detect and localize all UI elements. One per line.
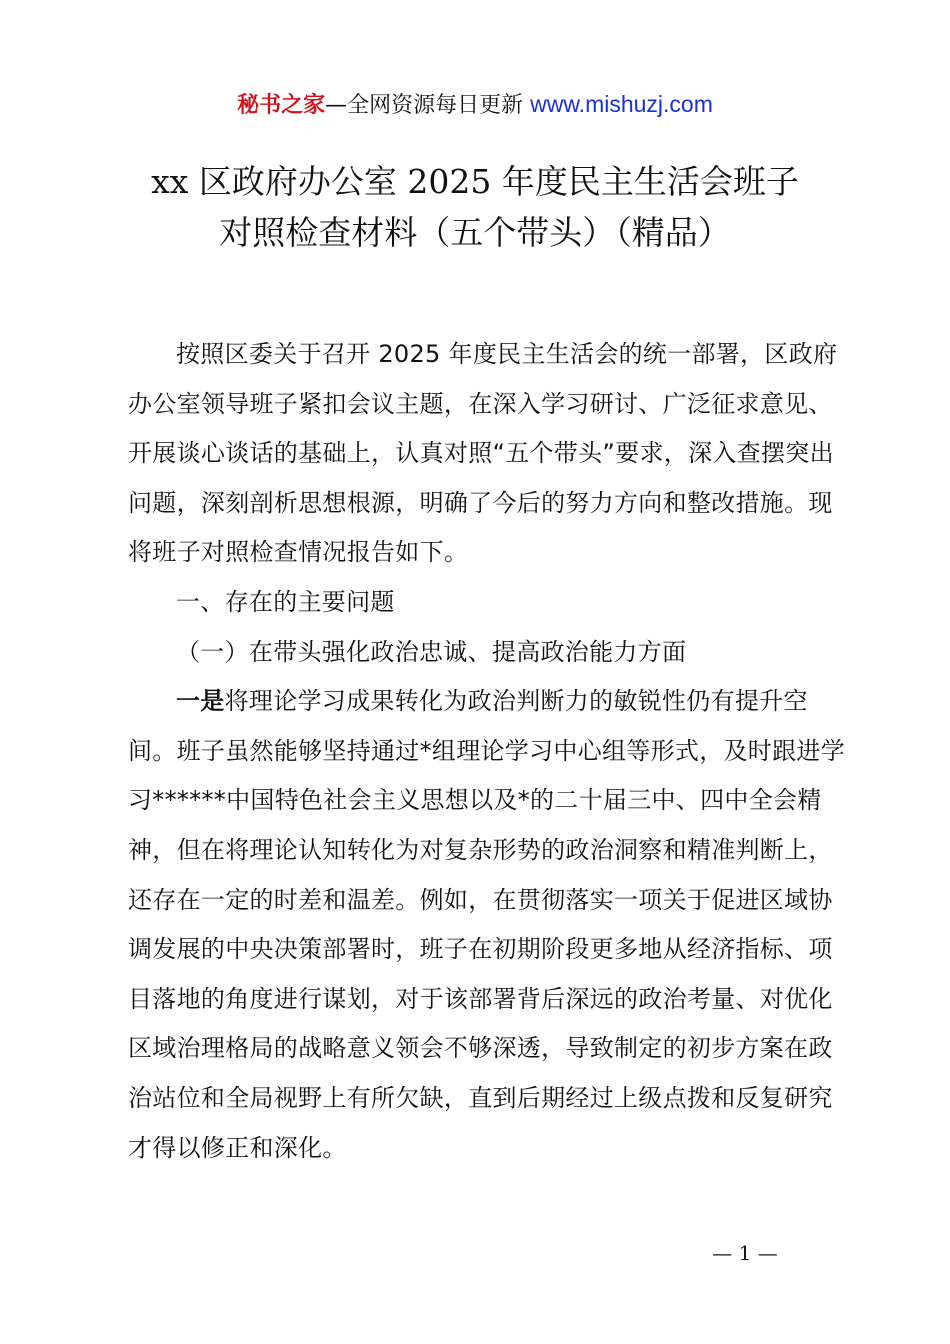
- point-text: 将理论学习成果转化为政治判断力的敏锐性仍有提升空间。班子虽然能够坚持通过*组理论学习中心组等形式，及时跟进学习******中国特色社会主义思想以及*的二十届三中、四中全会精神，但在将理论认知转化为对复杂形势的政治洞察和精准判断上，还存在一定的时差和温差。例如，在贯彻落实一项关于促进区域协调发展的中央决策部署时，班子在初期阶段更多地从经济指标、项目落地的角度进行谋划，对于该部署背后深远的政治考量、对优化区域治理格局的战略意义领会不够深透，导致制定的初步方案在政治站位和全局视野上有所欠缺，直到后期经过上级点拨和反复研究才得以修正和深化。: [128, 687, 845, 1162]
- intro-paragraph: 按照区委关于召开 2025 年度民主生活会的统一部署，区政府办公室领导班子紧扣会议主题，在深入学习研讨、广泛征求意见、开展谈心谈话的基础上，认真对照“五个带头”要求，深入查摆突出问题，深刻剖析思想根源，明确了今后的努力方向和整改措施。现将班子对照检查情况报告如下。: [128, 340, 838, 567]
- brand-name: 秘书之家: [237, 93, 326, 118]
- page-number: — 1 —: [712, 1241, 778, 1265]
- document-body: [128, 330, 848, 1173]
- subsection-heading-1: （一）在带头强化政治忠诚、提高政治能力方面: [176, 637, 687, 666]
- document-title-line-2: 对照检查材料（五个带头）（精品）: [219, 213, 731, 252]
- site-url-link[interactable]: www.mishuzj.com: [530, 91, 713, 117]
- section-heading-1: 一、存在的主要问题: [176, 587, 395, 616]
- point-paragraph-1: [128, 677, 848, 1173]
- document-title-line-1: xx 区政府办公室 2025 年度民主生活会班子: [151, 162, 799, 201]
- point-lead: 一是: [176, 687, 225, 716]
- site-header: [0, 86, 950, 124]
- header-tagline: —全网资源每日更新: [325, 93, 524, 118]
